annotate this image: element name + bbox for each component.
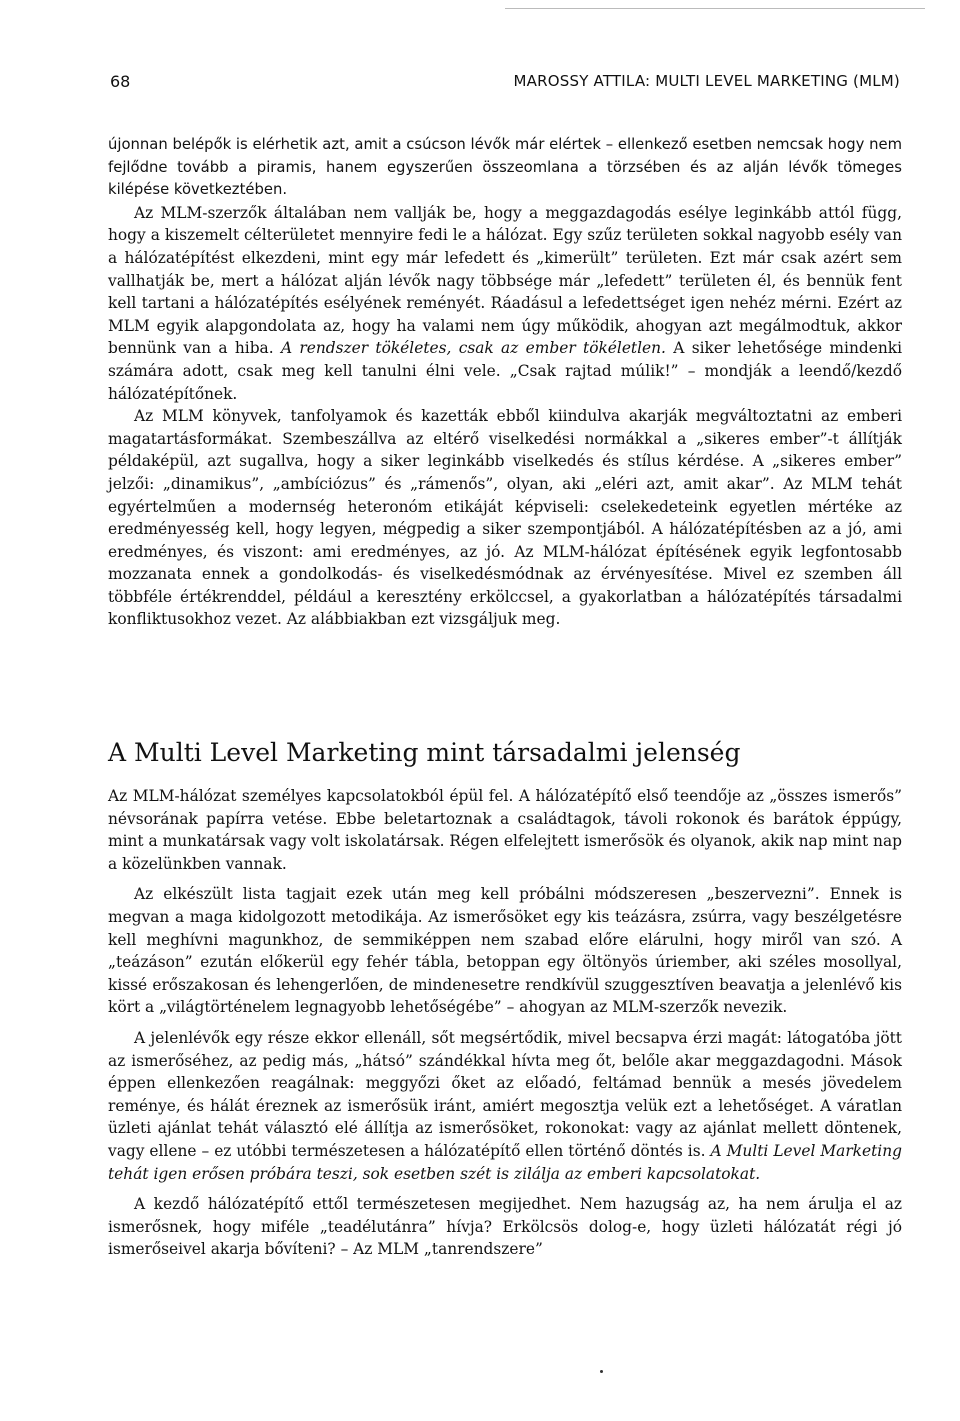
paragraph-2 xyxy=(108,202,902,405)
body-text-section-1 xyxy=(108,134,902,631)
scan-speck xyxy=(600,1370,603,1373)
paragraph-2-italic: A rendszer tökéletes, csak az ember tökéletlen. xyxy=(280,339,666,358)
page-number: 68 xyxy=(110,72,131,91)
paragraph-2-start: Az MLM-szerzők általában nem vallják be, hogy a meggazdagodás esélye leginkább attól függ, hogy a kiszemelt célterületet mennyire fedi le a hálózat. Egy szűz területen sokkal nagyobb esély van a hálózatépítést elkezdeni, mint egy már lefedett és „kimerült” területen. Ezt már csak azért sem vallhatják be, mert a hálózat alján lévők nagy többsége már „lefedett” területen él, és bennük fent kell tartani a hálózatépítés esélyének reményét. Ráadásul a lefedettséget igen nehéz mérni. Ezért az MLM egyik alapgondolata az, hogy ha valami nem úgy működik, ahogyan azt megálmodtuk, akkor bennünk van a hiba. xyxy=(108,203,902,358)
running-head: MAROSSY ATTILA: MULTI LEVEL MARKETING (MLM) xyxy=(513,72,900,90)
paragraph-7: A kezdő hálózatépítő ettől természetesen megijedhet. Nem hazugság az, ha nem árulja el az ismerősnek, hogy miféle „teadélutánra” hívja? Erkölcsös dolog-e, hogy üzleti hálózatát régi jó ismerőseivel akarja bővíteni? – Az MLM „tanrendszere” xyxy=(108,1195,902,1259)
page-header xyxy=(110,72,900,96)
paragraph-6-italic: A Multi Level Marketing tehát igen erősen próbára teszi, sok esetben szét is zilálja az emberi kapcsolatokat. xyxy=(108,1141,902,1183)
paragraph-6-start: A jelenlévők egy része ekkor ellenáll, sőt megsértődik, mivel becsapva érzi magát: látogatóba jött az ismerőséhez, az pedig más, „hátsó” szándékkal hívta meg őt, belőle akar meggazdagodni. Mások éppen ellenkezően reagálnak: meggyőzi őket az előadó, feltámad bennük a mesés jövedelem reménye, és hálát éreznek az ismerősük iránt, amiért megosztja velük ezt a lehetőséget. A váratlan üzleti ajánlat tehát választó elé állítja az ismerősöket, rokonokat: vagy az ajánlat mellett döntenek, vagy ellene – ez utóbbi természetesen a hálózatépítő ellen történő döntés is. xyxy=(108,1028,902,1160)
paragraph-1: újonnan belépők is elérhetik azt, amit a csúcson lévők már elértek – ellenkező esetben nemcsak hogy nem fejlődne tovább a piramis, hanem egyszerűen összeomlana a törzsében és az alján lévők tömeges kilépése következtében. xyxy=(108,136,902,199)
section-heading: A Multi Level Marketing mint társadalmi jelenség xyxy=(108,738,741,767)
body-text-section-2 xyxy=(108,785,902,1261)
paragraph-5: Az elkészült lista tagjait ezek után meg kell próbálni módszeresen „beszervezni”. Ennek is megvan a maga kidolgozott metodikája. Az ismerősöket egy kis teázásra, zsúrra, vagy beszélgetésre kell meghívni magunkhoz, de semmiképpen nem szabad előre elárulni, hogy miről van szó. A „teázáson” ezután előkerül egy fehér tábla, betoppan egy öltönyös úriember, aki széles mosollyal, kissé erőszakosan és lehengerlően, de mindenesetre rendkívül szuggesztíven beavatja a jelenlévő kis kört a „világtörténelem legnagyobb lehetőségébe” – ahogyan az MLM-szerzők nevezik. xyxy=(108,885,902,1017)
paragraph-4: Az MLM-hálózat személyes kapcsolatokból épül fel. A hálózatépítő első teendője az „összes ismerős” névsorának papírra vetése. Ebbe beletartoznak a családtagok, távoli rokonok és barátok éppúgy, mint a munkatársak vagy volt iskolatársak. Régen elfelejtett ismerősök és olyanok, akik nap mint nap a közelünkben vannak. xyxy=(108,787,902,873)
paragraph-2-end: A siker lehetősége mindenki számára adott, csak meg kell tanulni élni vele. „Csak rajtad múlik!” – mondják a leendő/kezdő hálózatépítőnek. xyxy=(108,339,902,403)
paragraph-3: Az MLM könyvek, tanfolyamok és kazetták ebből kiindulva akarják megváltoztatni az emberi magatartásformákat. Szembeszállva az eltérő viselkedési normákkal a „sikeres ember”-t állítják példaképül, azt sugallva, hogy a siker leginkább viselkedés és stílus kérdése. A „sikeres ember” jelzői: „dinamikus”, „ambíciózus” és „rámenős”, olyan, aki „eléri azt, amit akar”. Az MLM tehát egyértelműen a modernség heteronóm etikáját képviseli: cselekedeteink egyetlen mértéke az eredményesség kell, hogy legyen, mégpedig a siker szempontjából. A hálózatépítésben az a jó, ami eredményes, és viszont: ami eredményes, az jó. Az MLM-hálózat építésének egyik legfontosabb mozzanata ennek a gondolkodás- és viselkedésmódnak az érvényesítése. Mivel ez szemben áll többféle értékrenddel, például a keresztény erkölccsel, a gyakorlatban a hálózatépítés társadalmi konfliktusokhoz vezet. Az alábbiakban ezt vizsgáljuk meg. xyxy=(108,407,902,629)
paragraph-6 xyxy=(108,1027,902,1185)
scan-edge-line xyxy=(505,8,925,9)
